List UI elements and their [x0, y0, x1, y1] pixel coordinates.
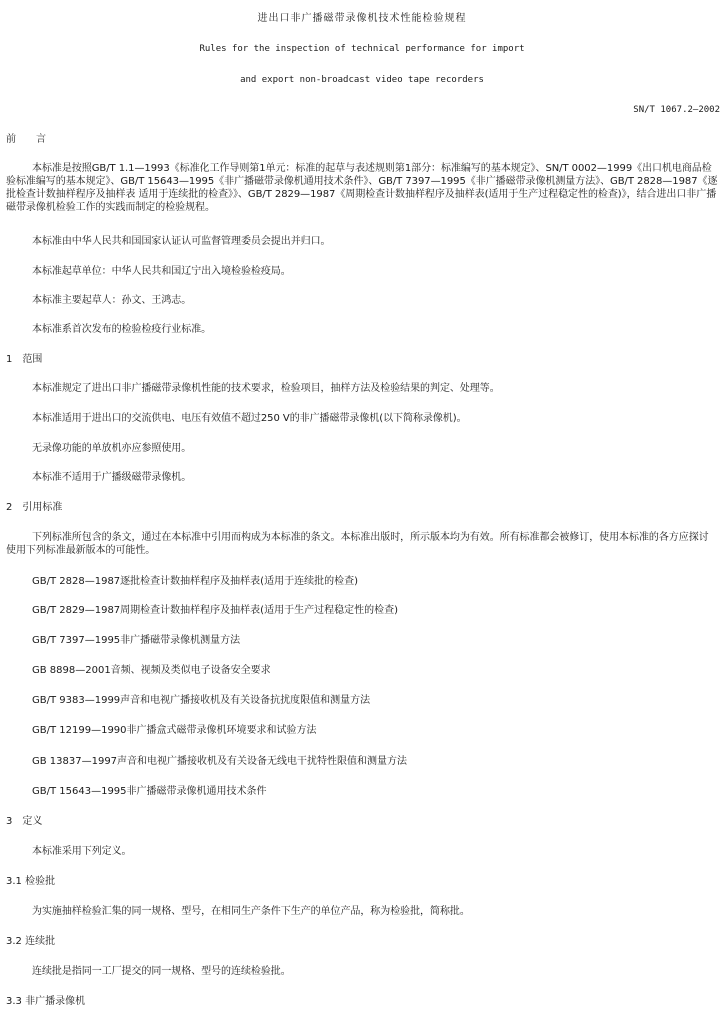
section-1-paragraph-4: 本标准不适用于广播级磁带录像机。: [32, 472, 192, 483]
definition-3-3-heading: 3.3 非广播录像机: [6, 996, 86, 1007]
section-2-heading: 2 引用标准: [6, 502, 63, 513]
section-2-intro: 下列标准所包含的条文，通过在本标准中引用而构成为本标准的条文。本标准出版时，所示版本均为有效。所有标准都会被修订，使用本标准的各方应探讨使用下列标准最新版本的可能性。: [6, 532, 709, 556]
definition-3-1-heading: 3.1 检验批: [6, 876, 56, 887]
section-1-paragraph-1: 本标准规定了进出口非广播磁带录像机性能的技术要求，检验项目，抽样方法及检验结果的判定、处理等。: [32, 383, 500, 394]
reference-item: GB 8898—2001音频、视频及类似电子设备安全要求: [32, 665, 271, 676]
section-3-heading: 3 定义: [6, 816, 43, 827]
reference-item: GB/T 12199—1990非广播盒式磁带录像机环境要求和试验方法: [32, 725, 317, 736]
reference-item: GB/T 15643—1995非广播磁带录像机通用技术条件: [32, 786, 267, 797]
reference-item: GB/T 2828—1987逐批检查计数抽样程序及抽样表(适用于连续批的检查): [32, 576, 358, 587]
section-1-heading: 1 范围: [6, 354, 43, 365]
reference-item: GB/T 2829—1987周期检查计数抽样程序及抽样表(适用于生产过程稳定性的检查): [32, 605, 398, 616]
definition-3-1-text: 为实施抽样检验汇集的同一规格、型号，在相同生产条件下生产的单位产品，称为检验批，简称批。: [32, 906, 470, 917]
reference-item: GB/T 7397—1995非广播磁带录像机测量方法: [32, 635, 241, 646]
foreword-paragraph-3: 本标准起草单位：中华人民共和国辽宁出入境检验检疫局。: [32, 266, 291, 277]
reference-item: GB 13837—1997声音和电视广播接收机及有关设备无线电干扰特性限值和测量方法: [32, 756, 408, 767]
title-english-line-2: and export non-broadcast video tape recorders: [240, 75, 484, 85]
definition-3-2-text: 连续批是指同一工厂提交的同一规格、型号的连续检验批。: [32, 966, 291, 977]
reference-item: GB/T 9383—1999声音和电视广播接收机及有关设备抗扰度限值和测量方法: [32, 695, 371, 706]
foreword-heading: 前 言: [6, 134, 46, 145]
foreword-paragraph-2: 本标准由中华人民共和国国家认证认可监督管理委员会提出并归口。: [32, 236, 331, 247]
section-1-paragraph-2: 本标准适用于进出口的交流供电、电压有效值不超过250 V的非广播磁带录像机(以下简称录像机)。: [32, 413, 467, 424]
section-3-intro: 本标准采用下列定义。: [32, 846, 132, 857]
section-1-paragraph-3: 无录像功能的单放机亦应参照使用。: [32, 443, 192, 454]
definition-3-2-heading: 3.2 连续批: [6, 936, 56, 947]
title-chinese: 进出口非广播磁带录像机技术性能检验规程: [257, 13, 467, 24]
standard-number: SN/T 1067.2—2002: [633, 105, 720, 115]
title-english-line-1: Rules for the inspection of technical performance for import: [199, 44, 525, 54]
foreword-paragraph-1: 本标准是按照GB/T 1.1—1993《标准化工作导则第1单元：标准的起草与表述规则第1部分：标准编写的基本规定》、SN/T 0002—1999《出口机电商品检验标准编写的基本规定》、GB/T 15643—1995《非广播磁带录像机通用技术条件》、GB/T 7397—1995《非广播磁带录像机测量方法》、GB/T 2828—1987《逐批检查计数抽样程序及抽样表 适用于连续批的检查》》、GB/T 2829—1987《周期检查计数抽样程序及抽样表(适用于生产过程稳定性的检查)》，结合进出口非广播磁带录像机检验工作的实践而制定的检验规程。: [6, 163, 718, 213]
foreword-paragraph-5: 本标准系首次发布的检验检疫行业标准。: [32, 324, 212, 335]
foreword-paragraph-4: 本标准主要起草人：孙文、王鸿志。: [32, 295, 192, 306]
